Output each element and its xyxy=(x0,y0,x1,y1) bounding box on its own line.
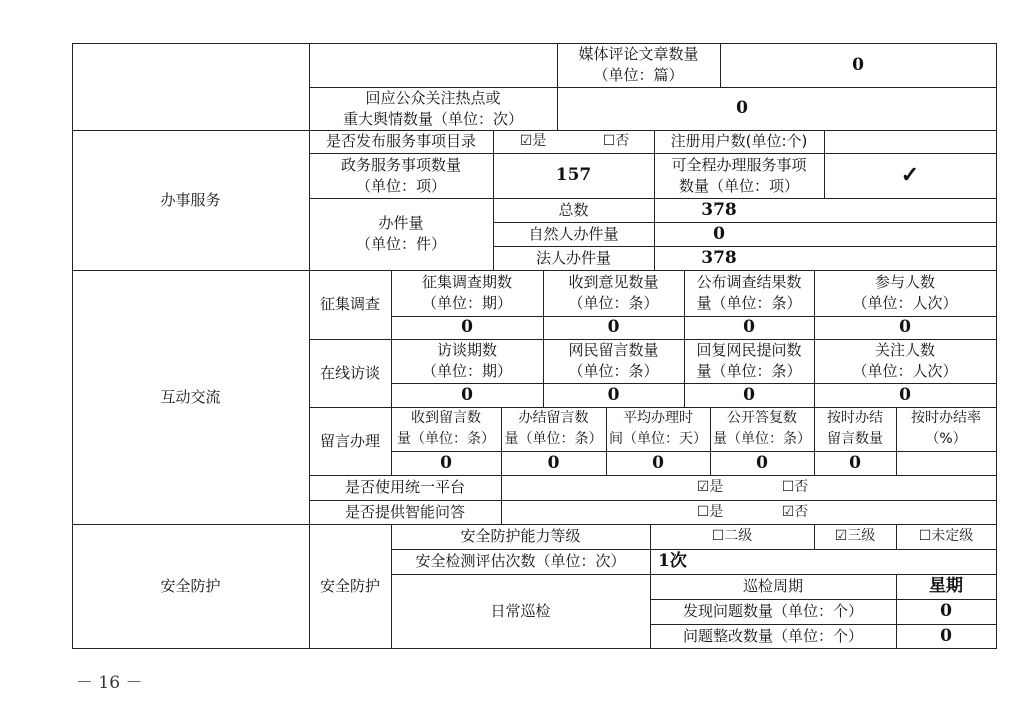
security-eval-label: 安全检测评估次数（单位：次） xyxy=(415,552,626,570)
smart-qa-label: 是否提供智能问答 xyxy=(344,502,465,521)
interview-value: 0 xyxy=(461,384,473,405)
interview-header: 关注人数 （单位：人次） xyxy=(852,341,958,380)
patrol-period-value: 星期 xyxy=(929,576,963,596)
grid-line xyxy=(501,475,502,524)
survey-value: 0 xyxy=(607,317,620,337)
section-security-title: 安全防护 xyxy=(160,576,221,595)
security-sub-label: 安全防护 xyxy=(319,576,380,595)
found-issues-label: 发现问题数量（单位：个） xyxy=(682,602,863,620)
response-value: 0 xyxy=(736,98,748,118)
survey-header: 征集调查期数 （单位：期） xyxy=(421,273,512,312)
catalog-no-checkbox[interactable]: ☐否 xyxy=(602,133,630,149)
service-items-value: 157 xyxy=(555,165,592,185)
service-items-label: 政务服务事项数量 （单位：项） xyxy=(340,155,461,195)
message-value: 0 xyxy=(756,452,768,473)
interview-header: 回复网民提问数 量（单位：条） xyxy=(696,341,802,380)
found-issues-value: 0 xyxy=(940,601,952,621)
level-undefined-checkbox[interactable]: ☐未定级 xyxy=(918,528,974,544)
unified-yes-checkbox[interactable]: ☑是 xyxy=(696,479,724,495)
interview-value: 0 xyxy=(743,384,755,405)
interview-label: 在线访谈 xyxy=(319,363,380,382)
survey-value: 0 xyxy=(743,317,755,337)
registered-users-value xyxy=(824,130,996,153)
fixed-issues-value: 0 xyxy=(940,625,952,646)
section-interaction-title: 互动交流 xyxy=(160,387,221,406)
unified-no-checkbox[interactable]: ☐否 xyxy=(781,479,809,495)
message-value xyxy=(896,451,996,475)
fixed-issues-label: 问题整改数量（单位：个） xyxy=(682,626,863,645)
media-comment-value: 0 xyxy=(852,54,864,75)
message-label: 留言办理 xyxy=(319,431,380,450)
level-2-checkbox[interactable]: ☐二级 xyxy=(711,528,753,544)
survey-header: 公布调查结果数 量（单位：条） xyxy=(696,273,802,312)
full-process-value: ✓ xyxy=(900,162,920,188)
survey-value: 0 xyxy=(461,317,473,337)
message-value: 0 xyxy=(547,452,560,473)
message-header: 平均办理时 间（单位：天） xyxy=(609,410,707,447)
interview-header: 访谈期数 （单位：期） xyxy=(421,341,512,380)
unified-platform-label: 是否使用统一平台 xyxy=(344,478,465,496)
full-process-label: 可全程办理服务事项 数量（单位：项） xyxy=(671,155,807,195)
message-value: 0 xyxy=(440,452,452,473)
legal-cases-value: 378 xyxy=(701,247,737,268)
security-level-label: 安全防护能力等级 xyxy=(460,527,581,545)
message-value: 0 xyxy=(652,452,664,473)
interview-header: 网民留言数量 （单位：条） xyxy=(568,341,659,380)
message-header: 公开答复数 量（单位：条） xyxy=(713,410,811,447)
smart-yes-checkbox[interactable]: ☐是 xyxy=(696,503,724,520)
message-header: 按时办结 留言数量 xyxy=(827,410,883,447)
level-3-checkbox[interactable]: ☑三级 xyxy=(834,528,876,544)
response-label: 回应公众关注热点或 重大舆情数量（单位：次） xyxy=(342,88,523,128)
message-header: 办结留言数 量（单位：条） xyxy=(504,410,603,447)
catalog-label: 是否发布服务事项目录 xyxy=(325,132,476,150)
catalog-yes-checkbox[interactable]: ☑是 xyxy=(519,133,547,149)
survey-header: 收到意见数量 （单位：条） xyxy=(568,273,659,312)
survey-value: 0 xyxy=(899,317,911,337)
table-border-right xyxy=(996,43,997,648)
section-service-title: 办事服务 xyxy=(160,190,221,209)
message-value: 0 xyxy=(849,452,861,473)
table-border-bottom xyxy=(72,648,997,649)
patrol-period-label: 巡检周期 xyxy=(742,577,803,595)
security-eval-value: 1次 xyxy=(658,551,687,571)
message-header: 按时办结率 （%） xyxy=(911,410,981,447)
interview-value: 0 xyxy=(899,384,911,405)
legal-cases-label: 法人办件量 xyxy=(535,248,611,267)
cases-total-value: 378 xyxy=(701,199,737,220)
media-comment-label: 媒体评论文章数量 （单位：篇） xyxy=(578,45,699,84)
patrol-label: 日常巡检 xyxy=(490,601,551,620)
registered-users-label: 注册用户数(单位:个) xyxy=(670,132,808,150)
cases-label: 办件量 （单位：件） xyxy=(355,214,446,253)
survey-label: 征集调查 xyxy=(319,295,380,313)
natural-cases-label: 自然人办件量 xyxy=(528,224,619,243)
natural-cases-value: 0 xyxy=(713,223,725,244)
cases-total-label: 总数 xyxy=(558,200,589,219)
survey-header: 参与人数 （单位：人次） xyxy=(852,273,958,312)
interview-value: 0 xyxy=(607,384,620,405)
smart-no-checkbox[interactable]: ☑否 xyxy=(781,503,809,520)
message-header: 收到留言数 量（单位：条） xyxy=(397,410,495,447)
page-number: － 16 － xyxy=(76,673,143,693)
